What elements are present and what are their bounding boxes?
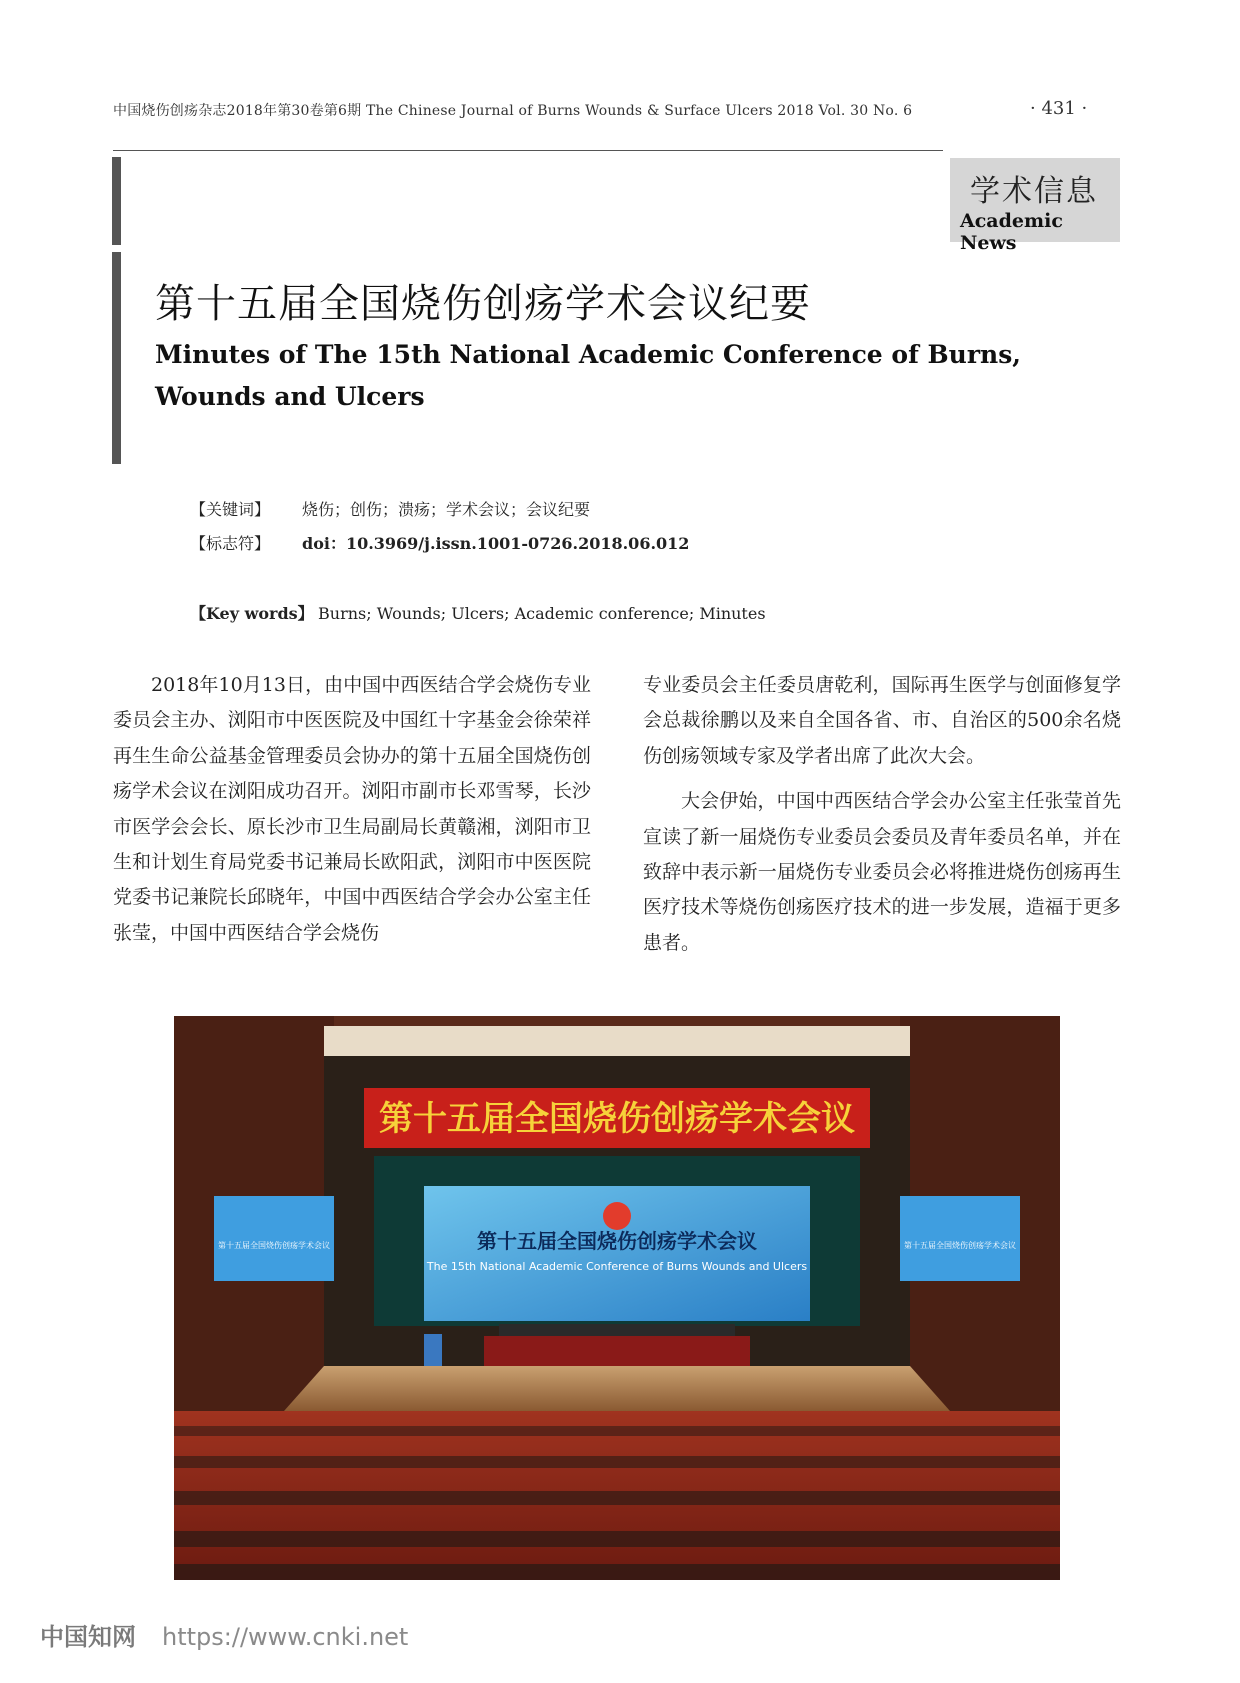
- running-head: 中国烧伤创疡杂志2018年第30卷第6期 The Chinese Journal of Burns Wounds & Surface Ulcers 2018 Vol. 30 No. 6: [113, 103, 913, 119]
- body-column-left: [113, 668, 591, 951]
- keywords-cn-value: 烧伤；创伤；溃疡；学术会议；会议纪要: [302, 500, 591, 519]
- audience-row: [174, 1564, 1060, 1580]
- ceiling-arch: [324, 1026, 910, 1056]
- doi-label: 【标志符】: [190, 534, 271, 553]
- body-paragraph: 大会伊始，中国中西医结合学会办公室主任张莹首先宣读了新一届烧伤专业委员会委员及青年委员名单，并在致辞中表示新一届烧伤专业委员会必将推进烧伤创疡再生医疗技术等烧伤创疡医疗技术的进一步发展，造福于更多患者。: [643, 790, 1121, 954]
- keywords-cn: [190, 497, 590, 520]
- column-badge: [950, 158, 1120, 254]
- audience-row: [174, 1491, 1060, 1505]
- header-rule: [113, 150, 943, 151]
- right-side-screen: [900, 1196, 1020, 1281]
- column-label-cn: 学术信息: [970, 174, 1098, 209]
- left-side-screen-text: 第十五届全国烧伤创疡学术会议: [218, 1241, 330, 1250]
- page-number: · 431 ·: [1030, 98, 1088, 119]
- banner-text: 第十五届全国烧伤创疡学术会议: [379, 1099, 855, 1139]
- body-column-right: [643, 668, 1121, 961]
- keywords-en-value: Burns; Wounds; Ulcers; Academic conference; Minutes: [318, 604, 766, 623]
- cnki-logo: 中国知网: [40, 1623, 136, 1651]
- head-table: [484, 1336, 750, 1366]
- right-side-screen-text: 第十五届全国烧伤创疡学术会议: [904, 1241, 1016, 1250]
- cnki-url[interactable]: https://www.cnki.net: [162, 1623, 409, 1651]
- column-label-en: Academic News: [960, 210, 1063, 254]
- left-side-screen: [214, 1196, 334, 1281]
- footer-watermark: [40, 1617, 408, 1652]
- screen-title-cn: 第十五届全国烧伤创疡学术会议: [477, 1229, 757, 1253]
- article-title-cn: 第十五届全国烧伤创疡学术会议纪要: [155, 281, 811, 327]
- article-title-en: Minutes of The 15th National Academic Conference of Burns, Wounds and Ulcers: [155, 340, 1021, 411]
- keywords-en: [190, 601, 766, 624]
- screen-title-en: The 15th National Academic Conference of Burns Wounds and Ulcers: [426, 1260, 808, 1273]
- screen-logo: [603, 1202, 631, 1230]
- audience-row: [174, 1426, 1060, 1436]
- title-bar-top: [112, 157, 121, 245]
- seated-guests: [499, 1324, 735, 1336]
- body-paragraph: 专业委员会主任委员唐乾利，国际再生医学与创面修复学会总裁徐鹏以及来自全国各省、市、自治区的500余名烧伤创疡领域专家及学者出席了此次大会。: [643, 674, 1121, 767]
- audience-row: [174, 1456, 1060, 1468]
- body-paragraph: 2018年10月13日，由中国中西医结合学会烧伤专业委员会主办、浏阳市中医医院及中国红十字基金会徐荣祥再生生命公益基金管理委员会协办的第十五届全国烧伤创疡学术会议在浏阳成功召开。浏阳市副市长邓雪琴，长沙市医学会会长、原长沙市卫生局副局长黄赣湘，浏阳市卫生和计划生育局党委书记兼局长欧阳武，浏阳市中医医院党委书记兼院长邱晓年，中国中西医结合学会办公室主任张莹，中国中西医结合学会烧伤: [113, 674, 591, 944]
- keywords-cn-label: 【关键词】: [190, 500, 271, 519]
- title-bar-main: [112, 252, 121, 464]
- stage-floor: [284, 1366, 950, 1411]
- keywords-en-label: 【Key words】: [190, 604, 314, 623]
- conference-photo: [174, 1016, 1060, 1580]
- doi-value: doi：10.3969/j.issn.1001-0726.2018.06.012: [302, 534, 690, 553]
- doi-line: [190, 531, 689, 554]
- audience-row: [174, 1531, 1060, 1547]
